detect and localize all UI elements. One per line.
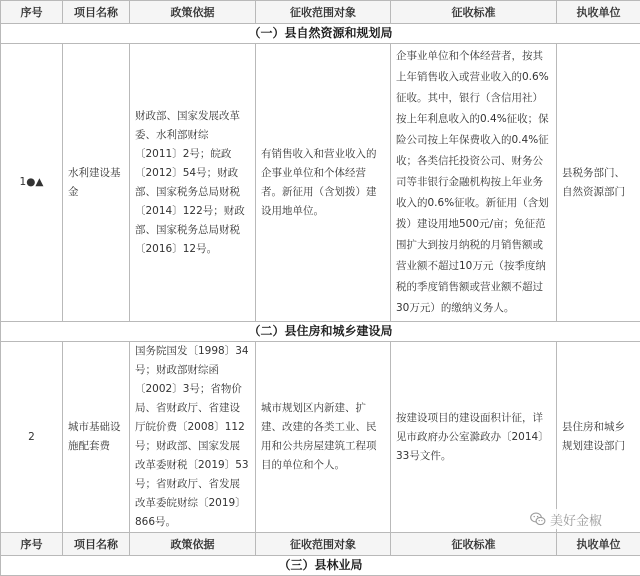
row-policy-basis: 国务院国发〔1998〕34号；财政部财综函〔2002〕3号；省物价局、省财政厅、省建设厅皖价费〔2008〕112号；财政部、国家发展改革委财税〔2019〕53号；省财政厅、省发展改革委皖财综〔2019〕866号。 bbox=[130, 342, 256, 533]
watermark-text: 美好金椒 bbox=[550, 510, 602, 529]
row-standard: 企事业单位和个体经营者，按其上年销售收入或营业收入的0.6%征收。其中，银行（含信用社）按上年利息收入的0.4%征收；保险公司按上年保费收入的0.4%征收；各类信托投资公司、财务公司等非银行金融机构按上年业务收入的0.6%征收。新征用（含划拨）建设用地500元/亩；免征范围扩大到按月纳税的月销售额或营业额不超过10万元（按季度纳税的季度销售额或营业额不超过30万元）的缴纳义务人。 bbox=[391, 44, 557, 322]
header-policy-basis: 政策依据 bbox=[130, 1, 256, 24]
wechat-icon bbox=[530, 511, 546, 527]
row-seq: 2 bbox=[1, 342, 63, 533]
row-policy-basis: 财政部、国家发展改革委、水利部财综〔2011〕2号；皖政〔2012〕54号；财政部、国家税务总局财税〔2014〕122号；财政部、国家税务总局财税〔2016〕12号。 bbox=[130, 44, 256, 322]
header-unit: 执收单位 bbox=[557, 533, 640, 556]
section-title-row bbox=[1, 556, 640, 576]
section-title: （三）县林业局 bbox=[1, 556, 640, 576]
header-item-name: 项目名称 bbox=[63, 1, 130, 24]
watermark bbox=[527, 509, 605, 529]
header-unit: 执收单位 bbox=[557, 1, 640, 24]
header-seq: 序号 bbox=[1, 533, 63, 556]
header-policy-basis: 政策依据 bbox=[130, 533, 256, 556]
table-row bbox=[1, 342, 640, 533]
header-standard: 征收标准 bbox=[391, 533, 557, 556]
row-scope: 有销售收入和营业收入的企事业单位和个体经营者。新征用（含划拨）建设用地单位。 bbox=[256, 44, 391, 322]
row-scope: 城市规划区内新建、扩建、改建的各类工业、民用和公共房屋建筑工程项目的单位和个人。 bbox=[256, 342, 391, 533]
section-title-row bbox=[1, 322, 640, 342]
header-scope: 征收范围对象 bbox=[256, 1, 391, 24]
table-header-row bbox=[1, 1, 640, 24]
row-item-name: 城市基础设施配套费 bbox=[63, 342, 130, 533]
table-header-row-repeat bbox=[1, 533, 640, 556]
header-standard: 征收标准 bbox=[391, 1, 557, 24]
section-title: （二）县住房和城乡建设局 bbox=[1, 322, 640, 342]
header-item-name: 项目名称 bbox=[63, 533, 130, 556]
row-unit: 县税务部门、自然资源部门 bbox=[557, 44, 640, 322]
row-standard: 按建设项目的建设面积计征，详见市政府办公室滁政办〔2014〕33号文件。 bbox=[391, 342, 557, 533]
section-title-row bbox=[1, 24, 640, 44]
header-seq: 序号 bbox=[1, 1, 63, 24]
table-row bbox=[1, 44, 640, 322]
row-item-name: 水利建设基金 bbox=[63, 44, 130, 322]
section-title: （一）县自然资源和规划局 bbox=[1, 24, 640, 44]
row-seq: 1●▲ bbox=[1, 44, 63, 322]
header-scope: 征收范围对象 bbox=[256, 533, 391, 556]
row-unit: 县住房和城乡规划建设部门 bbox=[557, 342, 640, 533]
